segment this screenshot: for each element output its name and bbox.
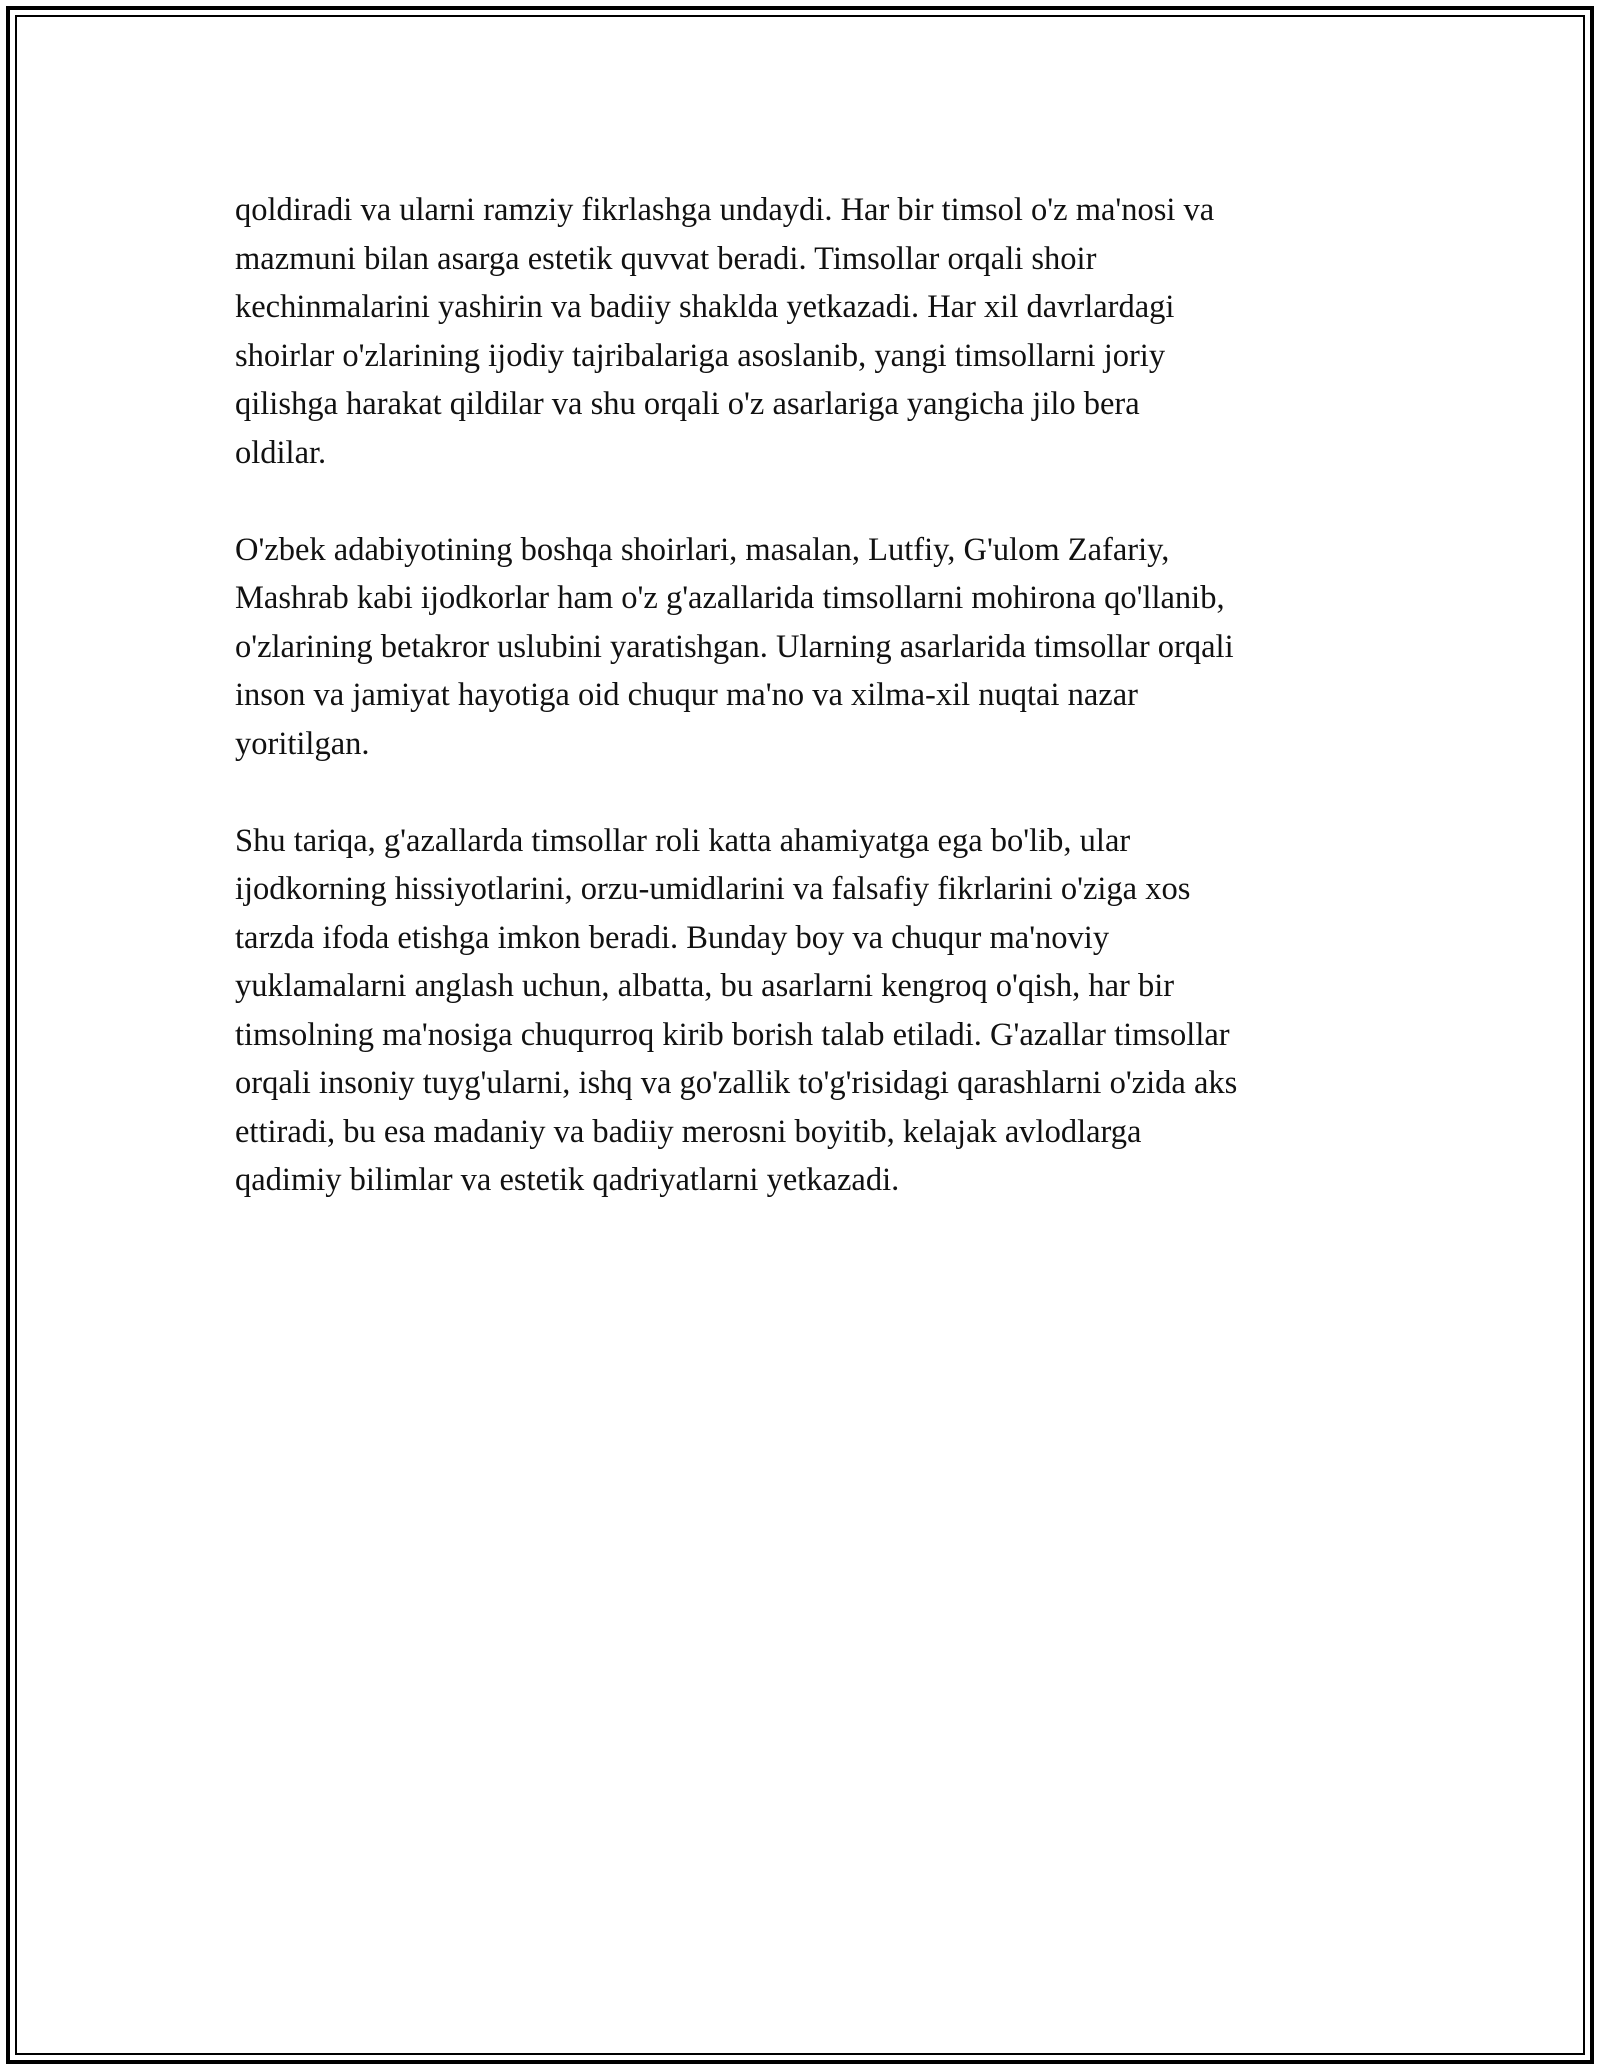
document-body: [235, 186, 1395, 1253]
text-line: o'zlarining betakror uslubini yaratishgan. Ularning asarlarida timsollar orqali: [235, 628, 1234, 665]
paragraph-2: [235, 526, 1395, 769]
text-line: inson va jamiyat hayotiga oid chuqur ma'no va xilma-xil nuqtai nazar: [235, 677, 1138, 713]
paragraph-1: [235, 186, 1395, 477]
text-line: yoritilgan.: [235, 725, 370, 762]
text-line: qilishga harakat qildilar va shu orqali o'z asarlariga yangicha jilo bera: [235, 386, 1140, 422]
text-line: shoirlar o'zlarining ijodiy tajribalariga asoslanib, yangi timsollarni joriy: [235, 337, 1166, 374]
paragraph-3: [235, 817, 1395, 1205]
text-line: qoldiradi va ularni ramziy fikrlashga undaydi. Har bir timsol o'z ma'nosi va: [235, 192, 1215, 228]
text-line: Shu tariqa, g'azallarda timsollar roli katta ahamiyatga ega bo'lib, ular: [235, 822, 1131, 859]
text-line: ijodkorning hissiyotlarini, orzu-umidlarini va falsafiy fikrlarini o'ziga xos: [235, 871, 1191, 907]
text-line: oldilar.: [235, 434, 327, 471]
text-line: ettiradi, bu esa madaniy va badiiy merosni boyitib, kelajak avlodlarga: [235, 1113, 1142, 1150]
text-line: qadimiy bilimlar va estetik qadriyatlarni yetkazadi.: [235, 1162, 900, 1198]
text-line: mazmuni bilan asarga estetik quvvat beradi. Timsollar orqali shoir: [235, 240, 1097, 277]
text-line: kechinmalarini yashirin va badiiy shaklda yetkazadi. Har xil davrlardagi: [235, 289, 1175, 325]
text-line: yuklamalarni anglash uchun, albatta, bu asarlarni kengroq o'qish, har bir: [235, 968, 1175, 1004]
text-line: tarzda ifoda etishga imkon beradi. Bunday boy va chuqur ma'noviy: [235, 919, 1110, 956]
text-line: Mashrab kabi ijodkorlar ham o'z g'azallarida timsollarni mohirona qo'llanib,: [235, 580, 1225, 616]
text-line: timsolning ma'nosiga chuqurroq kirib borish talab etiladi. G'azallar timsollar: [235, 1016, 1230, 1053]
text-line: O'zbek adabiyotining boshqa shoirlari, masalan, Lutfiy, G'ulom Zafariy,: [235, 531, 1170, 568]
text-line: orqali insoniy tuyg'ularni, ishq va go'zallik to'g'risidagi qarashlarni o'zida aks: [235, 1065, 1238, 1101]
